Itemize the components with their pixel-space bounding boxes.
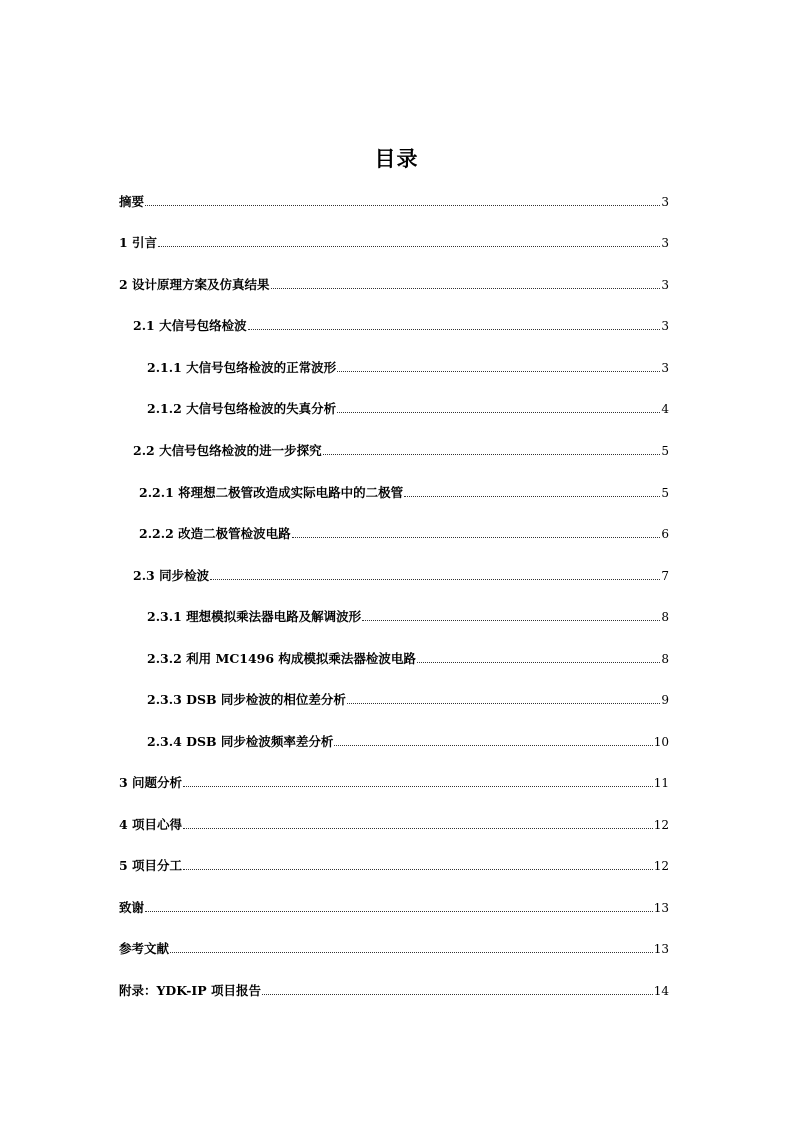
toc-entry-page: 10 [653,735,669,749]
toc-entry-title: 2.3.3 DSB 同步检波的相位差分析 [147,692,346,707]
toc-entry-page: 9 [661,693,669,707]
toc-entry-references[interactable] [119,938,669,956]
toc-entry-title: 2.3.4 DSB 同步检波频率差分析 [147,734,334,749]
toc-entry-page: 5 [661,486,669,500]
toc-entry-acknowledgements[interactable] [119,897,669,915]
toc-entry-title: 参考文献 [119,941,170,956]
toc-entry-chapter-5[interactable] [119,855,669,873]
toc-entry-page: 3 [661,319,669,333]
toc-entry-page: 7 [661,569,669,583]
toc-entry-section-2-1-2[interactable] [147,398,669,416]
toc-entry-page: 12 [653,818,669,832]
dot-leader [404,495,660,497]
toc-entry-chapter-4[interactable] [119,814,669,832]
dot-leader [292,536,661,538]
toc-entry-page: 3 [661,195,669,209]
toc-entry-section-2-3-4[interactable] [147,731,669,749]
toc-entry-section-2-3[interactable] [133,565,669,583]
toc-entry-title: 3 问题分析 [119,775,183,790]
toc-entry-section-2-3-2[interactable] [147,648,669,666]
toc-entry-title: 2.3.1 理想模拟乘法器电路及解调波形 [147,609,362,624]
toc-entry-introduction[interactable] [119,232,669,250]
toc-entry-chapter-2[interactable] [119,274,669,292]
toc-entry-page: 14 [653,984,669,998]
dot-leader [271,287,661,289]
dot-leader [337,411,660,413]
dot-leader [145,204,660,206]
toc-entry-page: 13 [653,942,669,956]
dot-leader [170,951,653,953]
toc-entry-title: 2.2 大信号包络检波的进一步探究 [133,443,322,458]
dot-leader [183,868,653,870]
dot-leader [337,370,660,372]
dot-leader [158,245,660,247]
dot-leader [183,785,653,787]
toc-entry-title: 2.3.2 利用 MC1496 构成模拟乘法器检波电路 [147,651,416,666]
toc-entry-section-2-2[interactable] [133,440,669,458]
toc-entry-title: 致谢 [119,900,145,915]
toc-entry-title: 2.3 同步检波 [133,568,210,583]
toc-entry-title: 2 设计原理方案及仿真结果 [119,277,270,292]
toc-entry-section-2-1[interactable] [133,315,669,333]
toc-entry-page: 3 [661,278,669,292]
toc-entry-title: 2.2.2 改造二极管检波电路 [139,526,291,541]
dot-leader [334,744,652,746]
toc-entry-page: 4 [661,402,669,416]
toc-entry-title: 5 项目分工 [119,858,183,873]
dot-leader [210,578,660,580]
dot-leader [417,661,660,663]
dot-leader [347,702,660,704]
dot-leader [262,993,653,995]
toc-entry-page: 12 [653,859,669,873]
toc-entry-title: 2.1.2 大信号包络检波的失真分析 [147,401,337,416]
dot-leader [362,619,660,621]
toc-entry-section-2-1-1[interactable] [147,357,669,375]
toc-entry-page: 11 [653,776,669,790]
toc-entry-abstract[interactable] [119,191,669,209]
toc-entry-page: 8 [661,610,669,624]
toc-entry-page: 8 [661,652,669,666]
dot-leader [183,827,653,829]
dot-leader [323,453,661,455]
toc-entry-page: 5 [661,444,669,458]
toc-entry-section-2-3-3[interactable] [147,689,669,707]
toc-entry-title: 2.1.1 大信号包络检波的正常波形 [147,360,337,375]
toc-entry-section-2-2-2[interactable] [139,523,669,541]
page-title: 目录 [374,146,419,171]
dot-leader [248,328,661,330]
toc-entry-title: 2.2.1 将理想二极管改造成实际电路中的二极管 [139,485,404,500]
toc-entry-page: 3 [661,361,669,375]
toc-entry-page: 13 [653,901,669,915]
toc-entry-appendix[interactable] [119,980,669,998]
toc-entry-page: 3 [661,236,669,250]
toc-entry-page: 6 [661,527,669,541]
toc-entry-title: 摘要 [119,194,145,209]
toc-entry-section-2-3-1[interactable] [147,606,669,624]
toc-entry-section-2-2-1[interactable] [139,482,669,500]
toc-entry-title: 附录：YDK-IP 项目报告 [119,983,262,998]
toc-entry-title: 4 项目心得 [119,817,183,832]
dot-leader [145,910,653,912]
toc-entry-chapter-3[interactable] [119,772,669,790]
toc-entry-title: 1 引言 [119,235,158,250]
toc-entry-title: 2.1 大信号包络检波 [133,318,247,333]
